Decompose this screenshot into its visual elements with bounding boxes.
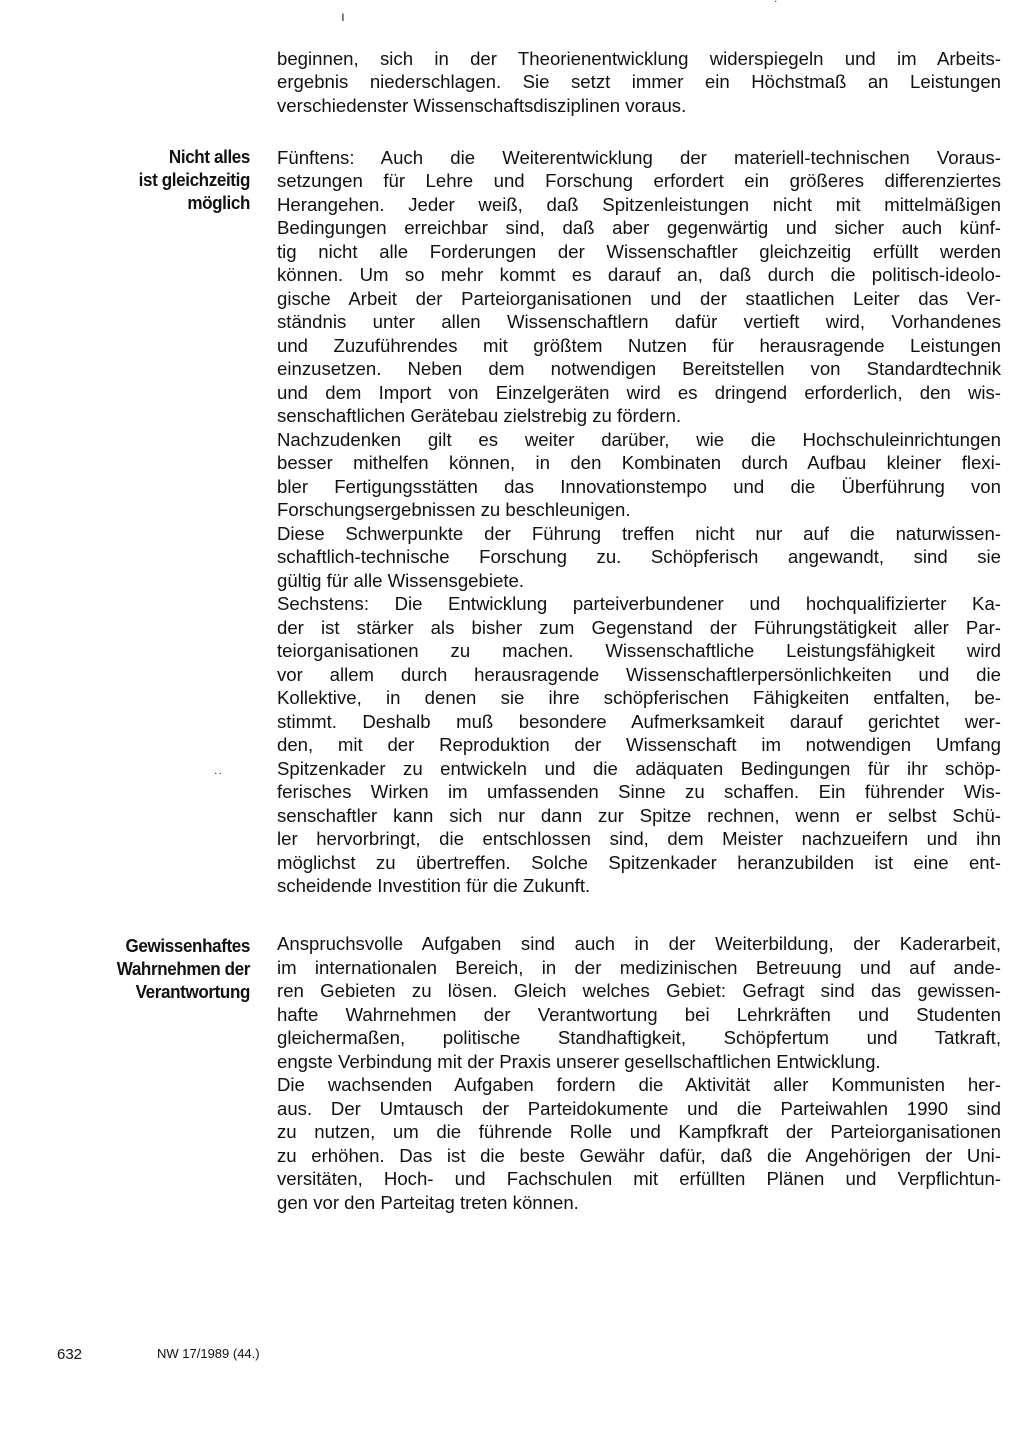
body-line: beginnen, sich in der Theorienentwicklung widerspiegeln und im Arbeits- [277,48,1001,69]
body-line: zu erhöhen. Das ist die beste Gewähr dafür, daß die Angehörigen der Uni- [277,1145,1001,1166]
body-line: Bedingungen erreichbar sind, daß aber gegenwärtig und sicher auch künf- [277,217,1001,238]
body-line: gleichermaßen, politische Standhaftigkeit, Schöpfertum und Tatkraft, [277,1027,1001,1048]
body-line: Nachzudenken gilt es weiter darüber, wie die Hochschuleinrichtungen [277,429,1001,450]
body-line: hafte Wahrnehmen der Verantwortung bei Lehrkräften und Studenten [277,1004,1001,1025]
page-number: 632 [57,1346,83,1363]
body-line: ren Gebieten zu lösen. Gleich welches Gebiet: Gefragt sind das gewissen- [277,980,1001,1001]
sidenote-line: Verantwortung [135,981,250,1002]
body-line: vor allem durch herausragende Wissenschaftlerpersönlichkeiten und die [277,664,1001,685]
body-line: ständnis unter allen Wissenschaftlern dafür vertieft wird, Vorhandenes [277,311,1001,332]
body-line: Forschungsergebnissen zu beschleunigen. [277,499,631,520]
scan-speck: ˙ [774,0,779,14]
body-line: schaftlich-technische Forschung zu. Schöpferisch angewandt, sind sie [277,546,1001,567]
body-line: ferisches Wirken im umfassenden Sinne zu schaffen. Ein führender Wis- [277,781,1001,802]
body-line: versitäten, Hoch- und Fachschulen mit erfüllten Plänen und Verpflichtun- [277,1168,1001,1189]
body-line: Diese Schwerpunkte der Führung treffen nicht nur auf die naturwissen- [277,523,1001,544]
body-line: aus. Der Umtausch der Parteidokumente und die Parteiwahlen 1990 sind [277,1098,1001,1119]
sidenote-line: Wahrnehmen der [116,958,251,979]
body-line: setzungen für Lehre und Forschung erfordert ein größeres differenziertes [277,170,1001,191]
body-line: tig nicht alle Forderungen der Wissenschaftler gleichzeitig erfüllt werden [277,241,1001,262]
body-line: Kollektive, in denen sie ihre schöpferischen Fähigkeiten entfalten, be- [277,687,1001,708]
body-line: teiorganisationen zu machen. Wissenschaftliche Leistungsfähigkeit wird [277,640,1001,661]
body-line: ler hervorbringt, die entschlossen sind, dem Meister nachzueifern und ihn [277,828,1001,849]
body-line: senschaftlichen Gerätebau zielstrebig zu fördern. [277,405,682,426]
body-line: scheidende Investition für die Zukunft. [277,875,591,896]
body-line: ergebnis niederschlagen. Sie setzt immer ein Höchstmaß an Leistungen [277,71,1001,92]
body-line: senschaftler kann sich nur dann zur Spitze rechnen, wenn er selbst Schü- [277,805,1001,826]
body-line: den, mit der Reproduktion der Wissenschaft im notwendigen Umfang [277,734,1001,755]
body-line: einzusetzen. Neben dem notwendigen Bereitstellen von Standardtechnik [277,358,1001,379]
sidenote-line: Gewissenhaftes [125,935,250,956]
body-line: Die wachsenden Aufgaben fordern die Aktivität aller Kommunisten her- [277,1074,1001,1095]
body-line: stimmt. Deshalb muß besondere Aufmerksamkeit darauf gerichtet wer- [277,711,1001,732]
scan-speck: ı [341,8,345,24]
body-line: möglichst zu übertreffen. Solche Spitzenkader heranzubilden ist eine ent- [277,852,1001,873]
body-line: Sechstens: Die Entwicklung parteiverbundener und hochqualifizierter Ka- [277,593,1001,614]
body-line: besser mithelfen können, in den Kombinaten durch Aufbau kleiner flexi- [277,452,1001,473]
body-line: gen vor den Parteitag treten können. [277,1192,579,1213]
body-line: Fünftens: Auch die Weiterentwicklung der materiell-technischen Voraus- [277,147,1001,168]
source-citation: NW 17/1989 (44.) [157,1346,260,1361]
body-line: und Zuzuführendes mit größtem Nutzen für herausragende Leistungen [277,335,1001,356]
body-line: zu nutzen, um die führende Rolle und Kampfkraft der Parteiorganisationen [277,1121,1001,1142]
scan-speck: ˙˙ [214,770,224,786]
body-line: können. Um so mehr kommt es darauf an, daß durch die politisch-ideolo- [277,264,1001,285]
sidenote-line: ist gleichzeitig [138,169,250,190]
body-line: gische Arbeit der Parteiorganisationen und der staatlichen Leiter das Ver- [277,288,1001,309]
body-line: verschiedenster Wissenschaftsdisziplinen voraus. [277,95,687,116]
body-line: bler Fertigungsstätten das Innovationstempo und die Überführung von [277,476,1001,497]
body-line: Anspruchsvolle Aufgaben sind auch in der Weiterbildung, der Kaderarbeit, [277,933,1001,954]
body-line: Herangehen. Jeder weiß, daß Spitzenleistungen nicht mit mittelmäßigen [277,194,1001,215]
body-line: gültig für alle Wissensgebiete. [277,570,525,591]
body-line: im internationalen Bereich, in der medizinischen Betreuung und auf ande- [277,957,1001,978]
body-line: der ist stärker als bisher zum Gegenstand der Führungstätigkeit aller Par- [277,617,1001,638]
sidenote-line: möglich [187,192,250,213]
body-line: Spitzenkader zu entwickeln und die adäquaten Bedingungen für ihr schöp- [277,758,1001,779]
sidenote-line: Nicht alles [168,146,250,167]
body-line: engste Verbindung mit der Praxis unserer gesellschaftlichen Entwicklung. [277,1051,881,1072]
body-line: und dem Import von Einzelgeräten wird es dringend erforderlich, den wis- [277,382,1001,403]
